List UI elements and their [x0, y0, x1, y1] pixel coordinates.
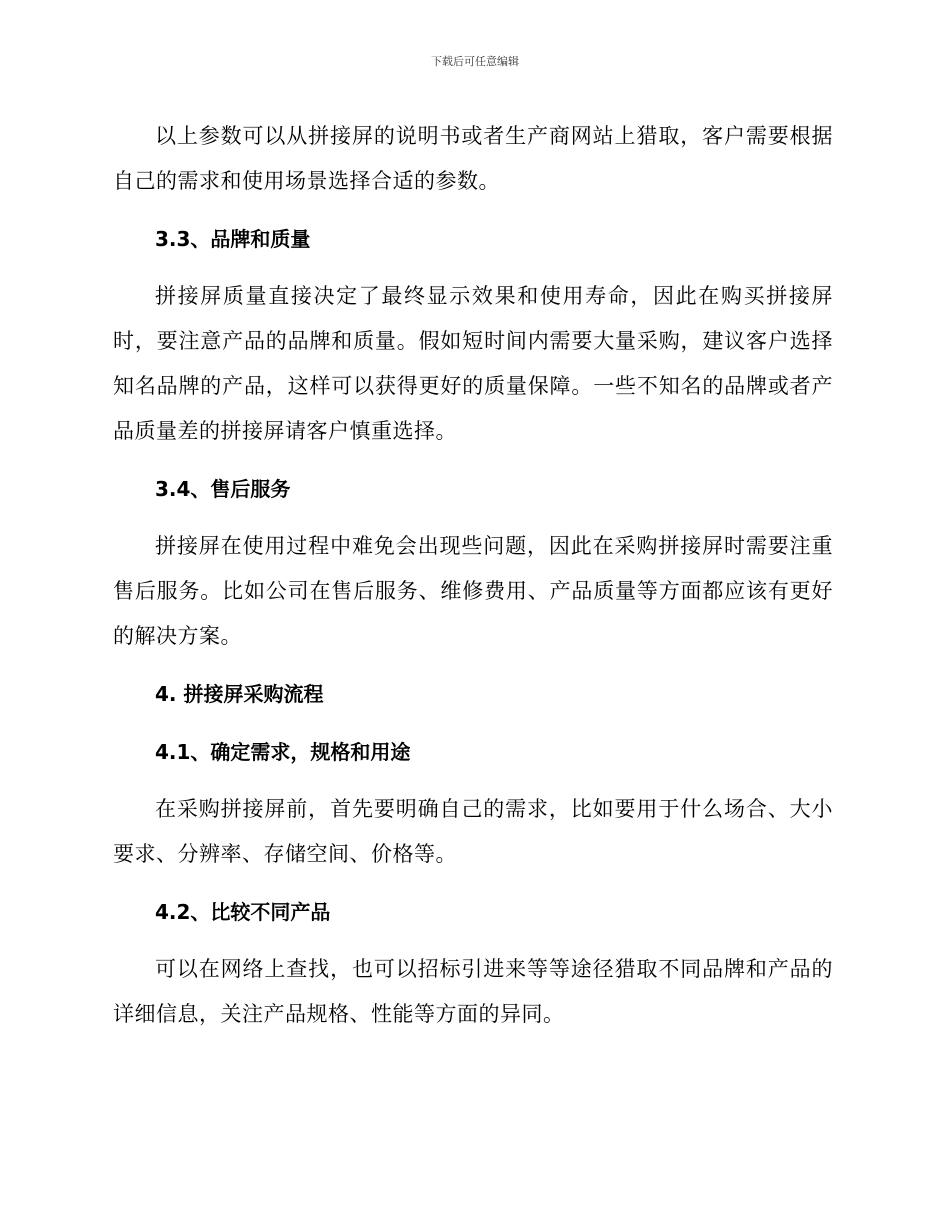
paragraph-parameters-source: 以上参数可以从拼接屏的说明书或者生产商网站上猎取，客户需要根据自己的需求和使用场景选择合适的参数。 — [113, 124, 833, 193]
paragraph-brand-quality: 拼接屏质量直接决定了最终显示效果和使用寿命，因此在购买拼接屏时，要注意产品的品牌和质量。假如短时间内需要大量采购，建议客户选择知名品牌的产品，这样可以获得更好的质量保障。一些不知名的品牌或者产品质量差的拼接屏请客户慎重选择。 — [113, 284, 833, 443]
section-heading-3-4: 3.4、售后服务 — [155, 477, 291, 501]
section-heading-4-1: 4.1、确定需求，规格和用途 — [155, 740, 411, 764]
section-heading-3-3: 3.3、品牌和质量 — [155, 227, 311, 251]
section-heading-4: 4. 拼接屏采购流程 — [155, 682, 324, 706]
paragraph-after-sales: 拼接屏在使用过程中难免会出现些问题，因此在采购拼接屏时需要注重售后服务。比如公司在售后服务、维修费用、产品质量等方面都应该有更好的解决方案。 — [113, 534, 833, 648]
paragraph-requirements: 在采购拼接屏前，首先要明确自己的需求，比如要用于什么场合、大小要求、分辨率、存储空间、价格等。 — [113, 797, 833, 866]
document-body — [113, 114, 833, 1037]
page-header: 下载后可任意编辑 — [431, 55, 519, 68]
section-heading-4-2: 4.2、比较不同产品 — [155, 900, 331, 924]
paragraph-compare-products: 可以在网络上查找，也可以招标引进来等等途径猎取不同品牌和产品的详细信息，关注产品规格、性能等方面的异同。 — [113, 957, 833, 1026]
